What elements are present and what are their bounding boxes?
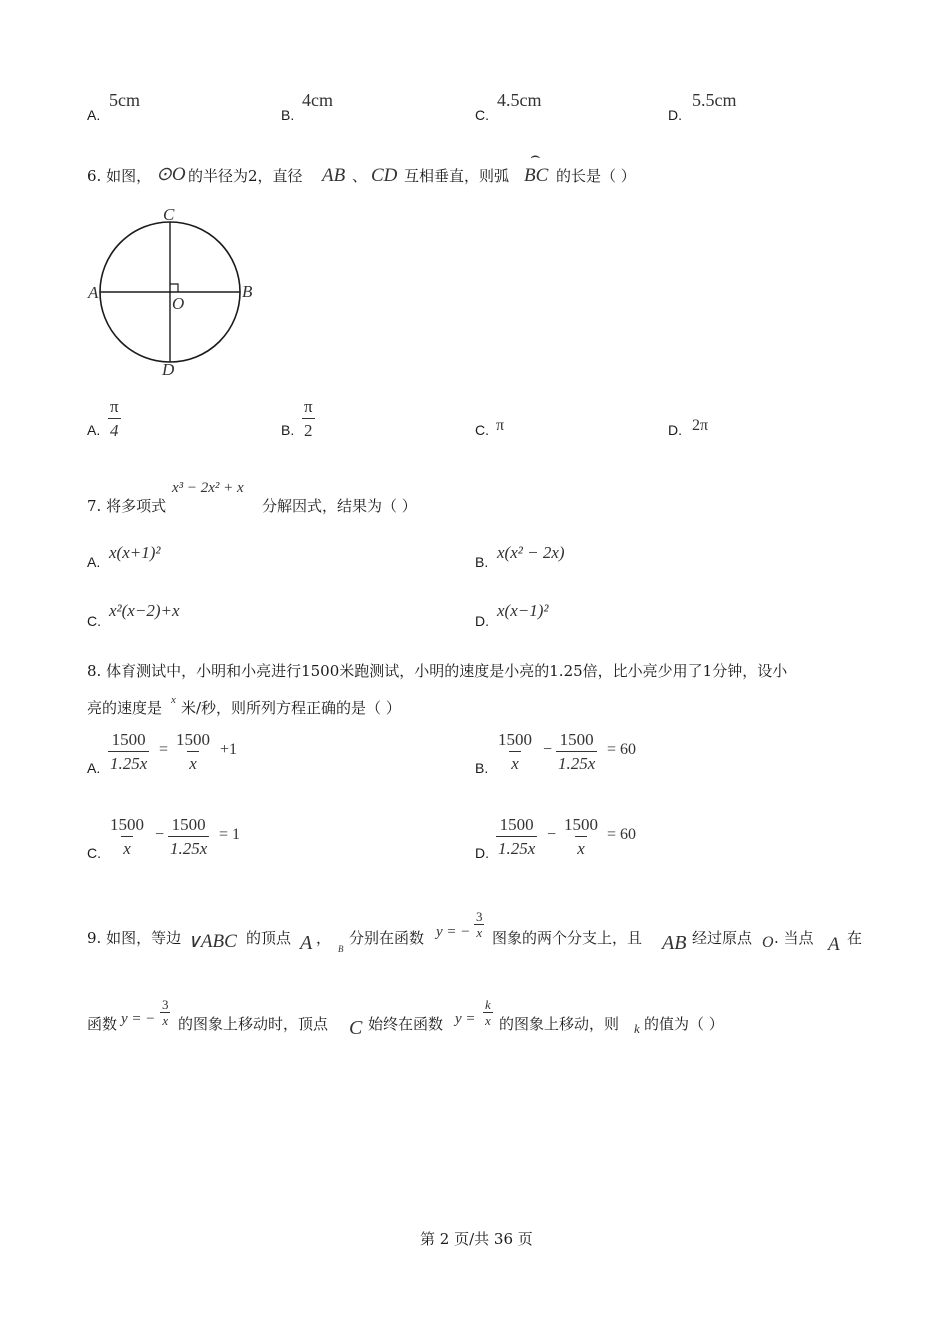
q6-diameter-cd: CD <box>371 165 398 186</box>
q8-option-a-fraction-1: $\frac{1500}{1.25x}$ <box>110 730 148 773</box>
q8-option-a-fraction-2: $\frac{1500}{x}$ <box>176 730 210 773</box>
q5-option-b-value: 4cm <box>302 90 333 110</box>
q7-option-a-value: x(x+1)² <box>109 543 161 562</box>
q9-text-3: 分别在函数 <box>349 929 425 947</box>
figure-label-a: A <box>88 283 99 302</box>
q6-text-2: 的半径为2，直径 <box>188 167 303 185</box>
q9-text-5: 经过原点 <box>692 929 753 947</box>
q9-line2-fraction-3-over-x: $\frac{3}{x}$ <box>162 997 169 1028</box>
q8-option-c-tail: = 1 <box>219 826 241 843</box>
q5-option-c-value: 4.5cm <box>497 90 542 110</box>
q9-text-4: 图象的两个分支上，且 <box>492 929 643 947</box>
q9-line2-y-equals-2: y = <box>455 1011 476 1027</box>
q8-option-d-tail: = 60 <box>607 826 637 843</box>
figure-label-o: O <box>172 294 185 313</box>
q9-line2-text-5: 的值为（ ） <box>644 1015 724 1033</box>
q5-option-b-letter: B. <box>281 107 295 123</box>
q6-option-d-value: 2π <box>692 417 709 434</box>
q8-option-a-operator: = <box>159 741 169 758</box>
q9-point-a-2: A <box>828 934 840 955</box>
q5-option-a-value: 5cm <box>109 90 140 110</box>
q6-option-a-fraction: $\frac{\pi}{4}$ <box>110 397 119 440</box>
q8-option-c-fraction-1: $\frac{1500}{x}$ <box>110 815 144 858</box>
q9-text-2: 的顶点 <box>246 929 292 947</box>
q8-option-b-tail: = 60 <box>607 741 637 758</box>
q9-fraction-3-over-x: $\frac{3}{x}$ <box>476 909 483 940</box>
q9-segment-ab: AB <box>662 932 687 954</box>
q8-option-b-fraction-2: $\frac{1500}{1.25x}$ <box>558 730 596 773</box>
q8-option-c-fraction-2: $\frac{1500}{1.25x}$ <box>170 815 208 858</box>
figure-label-b: B <box>242 282 253 301</box>
q6-option-b-letter: B. <box>281 422 295 438</box>
q6-text-1: 6. 如图， <box>87 167 152 185</box>
q9-line2-text-3: 始终在函数 <box>368 1015 444 1033</box>
q9-line2-text-1: 函数 <box>87 1015 118 1033</box>
figure-label-d: D <box>162 360 175 379</box>
page-number-footer: 第 2 页/共 36 页 <box>420 1230 533 1248</box>
q7-option-c-value: x²(x−2)+x <box>109 601 180 620</box>
q8-option-b-operator: − <box>543 741 553 758</box>
q6-arc-mark: ⌢ <box>530 148 541 165</box>
q8-option-c-operator: − <box>155 826 165 843</box>
q9-constant-k: k <box>634 1021 640 1036</box>
q9-point-b: B <box>338 944 344 954</box>
q6-text-3: 互相垂直，则弧 <box>404 167 510 185</box>
q8-option-c-letter: C. <box>87 845 101 861</box>
q8-option-d-fraction-1: $\frac{1500}{1.25x}$ <box>498 815 536 858</box>
q8-option-d-fraction-2: $\frac{1500}{x}$ <box>564 815 598 858</box>
q7-option-d-letter: D. <box>475 613 489 629</box>
q7-option-a-letter: A. <box>87 554 101 570</box>
right-angle-mark <box>170 284 178 292</box>
q9-text-7: 在 <box>847 929 863 947</box>
q9-point-a: A <box>300 932 313 954</box>
q7-polynomial: x³ − 2x² + x <box>172 480 244 496</box>
q6-option-b-fraction: $\frac{\pi}{2}$ <box>304 397 313 440</box>
q9-origin-o: O <box>762 934 774 951</box>
q6-diameter-ab: AB <box>322 165 346 186</box>
q9-line2-y-equals: y = − <box>121 1011 156 1027</box>
q8-option-d-letter: D. <box>475 845 489 861</box>
q8-line-1: 8. 体育测试中，小明和小亮进行1500米跑测试，小明的速度是小亮的1.25倍，比小亮少用了1分钟，设小 <box>87 662 788 680</box>
figure-label-c: C <box>163 205 175 224</box>
q7-text-1: 7. 将多项式 <box>87 497 167 515</box>
q7-option-c-letter: C. <box>87 613 101 629</box>
q8-option-b-fraction-1: $\frac{1500}{x}$ <box>498 730 532 773</box>
q8-line-2b: 米/秒，则所列方程正确的是（ ） <box>181 699 401 717</box>
q9-y-equals: y = − <box>436 924 471 940</box>
q9-triangle: ∨ABC <box>187 931 237 952</box>
q8-option-d-operator: − <box>547 826 557 843</box>
q8-option-a-letter: A. <box>87 760 101 776</box>
q5-option-d-letter: D. <box>668 107 682 123</box>
q6-text-4: 的长是（ ） <box>556 167 636 185</box>
q7-option-d-value: x(x−1)² <box>497 601 549 620</box>
q9-fraction-k-over-x: $\frac{k}{x}$ <box>485 997 491 1028</box>
q5-option-c-letter: C. <box>475 107 489 123</box>
q9-line2-text-2: 的图象上移动时，顶点 <box>178 1015 329 1033</box>
q6-option-a-letter: A. <box>87 422 101 438</box>
q7-option-b-letter: B. <box>475 554 489 570</box>
q6-arc-bc: BC <box>524 165 549 186</box>
q9-comma: ， <box>316 929 332 947</box>
q8-variable-x: x <box>171 694 176 706</box>
q9-line2-text-4: 的图象上移动，则 <box>499 1015 620 1033</box>
q6-option-d-letter: D. <box>668 422 682 438</box>
q9-point-c: C <box>349 1017 363 1039</box>
q8-option-a-tail: +1 <box>220 741 238 758</box>
q6-option-c-letter: C. <box>475 422 489 438</box>
q6-option-c-value: π <box>496 417 505 434</box>
q9-text-6: . 当点 <box>774 929 814 947</box>
q5-option-a-letter: A. <box>87 107 101 123</box>
q9-text-1: 9. 如图，等边 <box>87 929 182 947</box>
q6-separator: 、 <box>352 167 368 185</box>
q8-line-2a: 亮的速度是 <box>87 699 163 717</box>
q7-option-b-value: x(x² − 2x) <box>497 543 565 562</box>
q8-option-b-letter: B. <box>475 760 489 776</box>
q6-circle-o: ⊙O <box>156 164 186 185</box>
q5-option-d-value: 5.5cm <box>692 90 737 110</box>
q7-text-2: 分解因式，结果为（ ） <box>262 497 417 515</box>
